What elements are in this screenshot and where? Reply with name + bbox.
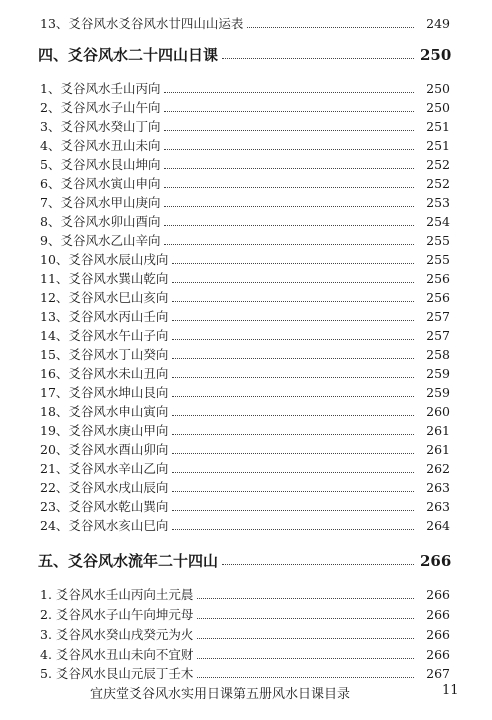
dot-leader	[164, 225, 414, 226]
dot-leader	[172, 472, 414, 473]
toc-entry	[40, 153, 450, 173]
toc-entry-title: 1、爻谷风水壬山丙向	[40, 81, 161, 96]
toc-entry-title: 19、爻谷风水庚山甲向	[40, 423, 169, 438]
toc-entry	[40, 210, 450, 230]
toc-entry-page: 264	[426, 518, 450, 533]
toc-entry-page: 251	[426, 138, 450, 153]
toc-entry	[40, 419, 450, 439]
dot-leader	[172, 339, 414, 340]
toc-entry	[40, 583, 450, 603]
toc-entry	[40, 603, 450, 623]
dot-leader	[172, 282, 414, 283]
toc-entry-page: 262	[426, 461, 450, 476]
footer-page-number: 11	[442, 683, 459, 698]
toc-entry	[40, 643, 450, 663]
toc-entry-title: 23、爻谷风水乾山巽向	[40, 499, 169, 514]
toc-entry	[40, 381, 450, 401]
dot-leader	[164, 130, 414, 131]
toc-entry	[40, 248, 450, 268]
toc-entry-page: 256	[426, 290, 450, 305]
toc-entry-title: 14、爻谷风水午山子向	[40, 328, 169, 343]
toc-entry-title: 4、爻谷风水丑山未向	[40, 138, 161, 153]
toc-entry-page: 259	[426, 366, 450, 381]
dot-leader	[197, 598, 414, 599]
toc-entry	[40, 476, 450, 496]
toc-entry-page: 256	[426, 271, 450, 286]
toc-entry-page: 257	[426, 309, 450, 324]
toc-entry-page: 266	[426, 647, 450, 662]
dot-leader	[164, 244, 414, 245]
dot-leader	[164, 206, 414, 207]
toc-entry-page: 263	[426, 480, 450, 495]
toc-entry-title: 4. 爻谷风水丑山未向不宜财	[40, 647, 194, 662]
toc-entry-title: 18、爻谷风水申山寅向	[40, 404, 169, 419]
dot-leader	[172, 510, 414, 511]
toc-heading-page: 266	[420, 552, 452, 570]
toc-entry	[40, 286, 450, 306]
toc-entry-page: 260	[426, 404, 450, 419]
page-footer	[0, 681, 492, 701]
toc-entry-page: 250	[426, 81, 450, 96]
toc-entry-title: 21、爻谷风水辛山乙向	[40, 461, 169, 476]
toc-heading-page: 250	[420, 46, 452, 64]
toc-entry-page: 266	[426, 587, 450, 602]
toc-heading-title: 五、爻谷风水流年二十四山	[38, 552, 219, 570]
toc-entry-page: 250	[426, 100, 450, 115]
toc-entry-title: 15、爻谷风水丁山癸向	[40, 347, 169, 362]
toc-entry-page: 254	[426, 214, 450, 229]
toc-entry-page: 266	[426, 627, 450, 642]
toc-entry-title: 16、爻谷风水未山丑向	[40, 366, 169, 381]
toc-entry	[40, 12, 450, 32]
toc-entry-title: 7、爻谷风水甲山庚向	[40, 195, 161, 210]
toc-entry	[40, 457, 450, 477]
toc-entry	[40, 96, 450, 116]
toc-entry-page: 255	[426, 252, 450, 267]
toc-entry	[40, 172, 450, 192]
dot-leader	[197, 618, 414, 619]
toc-entry-page: 267	[426, 666, 450, 681]
toc-entry	[40, 134, 450, 154]
toc-entry-page: 266	[426, 607, 450, 622]
toc-entry-title: 9、爻谷风水乙山辛向	[40, 233, 161, 248]
dot-leader	[172, 358, 414, 359]
toc-entry-title: 12、爻谷风水巳山亥向	[40, 290, 169, 305]
toc-entry	[40, 662, 450, 682]
toc-entry	[40, 623, 450, 643]
toc-entry-page: 257	[426, 328, 450, 343]
dot-leader	[222, 564, 414, 565]
toc-entry	[40, 495, 450, 515]
toc-entry-title: 1. 爻谷风水壬山丙向土元晨	[40, 587, 194, 602]
dot-leader	[164, 149, 414, 150]
toc-entry-page: 263	[426, 499, 450, 514]
toc-entry-page: 261	[426, 442, 450, 457]
dot-leader	[247, 27, 414, 28]
toc-entry-title: 5、爻谷风水艮山坤向	[40, 157, 161, 172]
dot-leader	[172, 377, 414, 378]
toc-entry-title: 5. 爻谷风水艮山元辰丁壬木	[40, 666, 194, 681]
toc-entry-page: 255	[426, 233, 450, 248]
dot-leader	[172, 453, 414, 454]
dot-leader	[197, 638, 414, 639]
toc-entry	[40, 267, 450, 287]
dot-leader	[172, 396, 414, 397]
toc-section-heading	[38, 44, 450, 64]
toc-entry-page: 251	[426, 119, 450, 134]
dot-leader	[172, 415, 414, 416]
toc-entry-title: 11、爻谷风水巽山乾向	[40, 271, 169, 286]
toc-entry-title: 3、爻谷风水癸山丁向	[40, 119, 161, 134]
toc-entry-title: 13、爻谷风水丙山壬向	[40, 309, 169, 324]
toc-entry	[40, 191, 450, 211]
toc-entry-page: 252	[426, 176, 450, 191]
toc-entry-title: 13、爻谷风水爻谷风水廿四山山运表	[40, 16, 244, 31]
toc-entry-page: 253	[426, 195, 450, 210]
toc-entry-title: 17、爻谷风水坤山艮向	[40, 385, 169, 400]
toc-entry-page: 261	[426, 423, 450, 438]
footer-caption: 宜庆堂爻谷风水实用日课第五册风水日课目录	[90, 687, 351, 702]
dot-leader	[172, 263, 414, 264]
toc-entry-title: 20、爻谷风水酉山卯向	[40, 442, 169, 457]
dot-leader	[164, 168, 414, 169]
dot-leader	[222, 58, 414, 59]
toc-entry-title: 3. 爻谷风水癸山戌癸元为火	[40, 627, 194, 642]
dot-leader	[172, 529, 414, 530]
toc-entry	[40, 362, 450, 382]
toc-entry	[40, 438, 450, 458]
toc-entry-page: 259	[426, 385, 450, 400]
dot-leader	[164, 111, 414, 112]
toc-entry-title: 24、爻谷风水亥山巳向	[40, 518, 169, 533]
toc-entry	[40, 305, 450, 325]
toc-entry	[40, 77, 450, 97]
toc-entry	[40, 229, 450, 249]
toc-entry-page: 252	[426, 157, 450, 172]
dot-leader	[172, 320, 414, 321]
toc-entry-title: 22、爻谷风水戌山辰向	[40, 480, 169, 495]
toc-entry	[40, 343, 450, 363]
toc-entry	[40, 115, 450, 135]
dot-leader	[197, 677, 414, 678]
dot-leader	[172, 491, 414, 492]
toc-entry-title: 2. 爻谷风水子山午向坤元母	[40, 607, 194, 622]
toc-section-heading	[38, 550, 450, 570]
toc-entry-title: 2、爻谷风水子山午向	[40, 100, 161, 115]
dot-leader	[172, 301, 414, 302]
dot-leader	[164, 92, 414, 93]
toc-entry	[40, 324, 450, 344]
toc-heading-title: 四、爻谷风水二十四山日课	[38, 46, 219, 64]
toc-entry-page: 258	[426, 347, 450, 362]
toc-entry-title: 8、爻谷风水卯山酉向	[40, 214, 161, 229]
toc-entry	[40, 400, 450, 420]
dot-leader	[164, 187, 414, 188]
toc-entry-title: 10、爻谷风水辰山戌向	[40, 252, 169, 267]
toc-entry-title: 6、爻谷风水寅山申向	[40, 176, 161, 191]
dot-leader	[197, 658, 414, 659]
dot-leader	[172, 434, 414, 435]
toc-entry-page: 249	[426, 16, 450, 31]
toc-entry	[40, 514, 450, 534]
